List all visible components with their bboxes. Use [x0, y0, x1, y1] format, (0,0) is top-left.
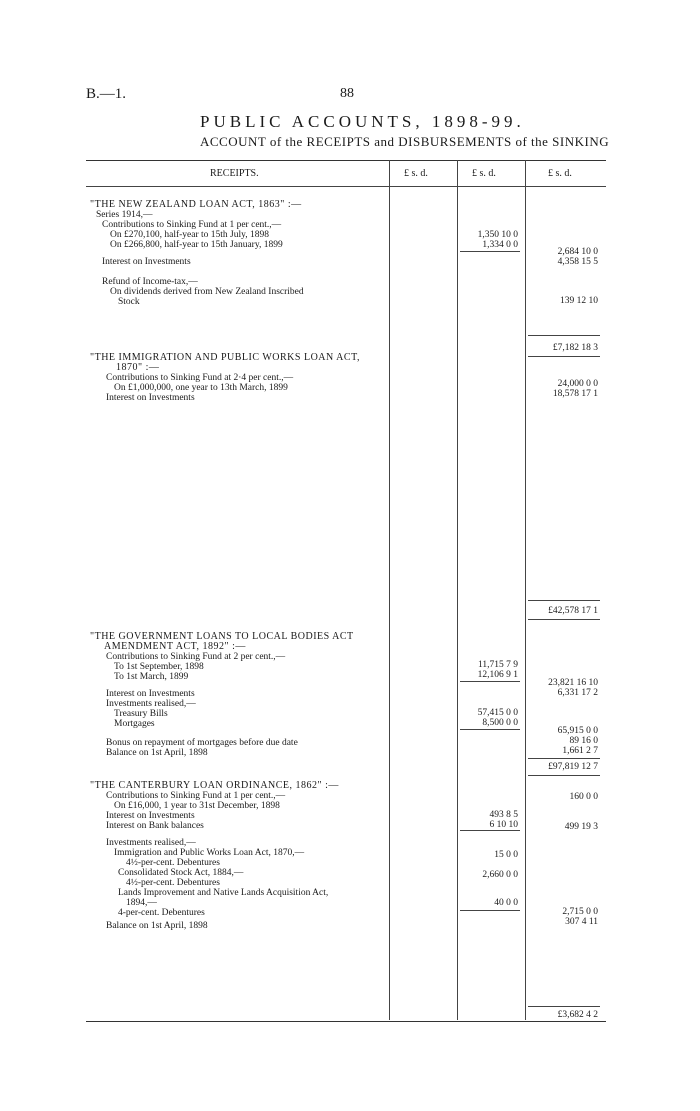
section-title-immigration: "THE IMMIGRATION AND PUBLIC WORKS LOAN ACT, — [90, 352, 360, 363]
amount: 1,350 10 0 — [477, 230, 518, 240]
line-item: 1894,— — [126, 898, 157, 908]
line-item: Interest on Investments — [106, 811, 195, 821]
section-total: £7,182 18 3 — [552, 343, 598, 353]
page-subtitle: ACCOUNT of the RECEIPTS and DISBURSEMENTS of the SINKING — [200, 134, 610, 149]
section-total: £97,819 12 7 — [548, 762, 598, 772]
column-divider — [389, 160, 390, 1020]
amount: 23,821 16 10 — [548, 678, 598, 688]
amount: 307 4 11 — [565, 917, 598, 927]
total-rule — [528, 775, 600, 776]
amount: 89 16 0 — [569, 736, 598, 746]
amount: 12,106 9 1 — [477, 670, 518, 680]
amount: 139 12 10 — [560, 296, 598, 306]
total-rule — [528, 356, 600, 357]
line-item: Contributions to Sinking Fund at 2 per cent.,— — [106, 652, 286, 662]
header-rule — [86, 186, 606, 187]
line-item: To 1st March, 1899 — [114, 672, 189, 682]
line-item: Treasury Bills — [114, 709, 168, 719]
total-rule — [528, 1006, 600, 1007]
amount: 493 8 5 — [489, 810, 518, 820]
amount: 2,660 0 0 — [482, 870, 518, 880]
section-total: £42,578 17 1 — [548, 606, 598, 616]
amount: 65,915 0 0 — [557, 726, 598, 736]
line-item: Lands Improvement and Native Lands Acquisition Act, — [118, 888, 329, 898]
sum-rule — [460, 830, 520, 831]
line-item: Refund of Income-tax,— — [102, 277, 198, 287]
sum-rule — [460, 681, 520, 682]
line-item: Immigration and Public Works Loan Act, 1870,— — [114, 848, 305, 858]
total-rule — [528, 335, 600, 336]
line-item: Balance on 1st April, 1898 — [106, 921, 208, 931]
document-reference: B.—1. — [86, 86, 127, 102]
receipts-column-header: RECEIPTS. — [210, 168, 259, 179]
line-item: Consolidated Stock Act, 1884,— — [118, 868, 244, 878]
money-column-header-3: £ s. d. — [548, 168, 572, 179]
amount: 1,661 2 7 — [562, 746, 598, 756]
line-item: Investments realised,— — [106, 838, 196, 848]
line-item: Series 1914,— — [96, 210, 153, 220]
amount: 57,415 0 0 — [477, 708, 518, 718]
line-item: Investments realised,— — [106, 699, 196, 709]
amount: 11,715 7 9 — [477, 660, 518, 670]
amount: 15 0 0 — [494, 850, 518, 860]
section-title-immigration-cont: 1870" :— — [116, 362, 160, 373]
line-item: Balance on 1st April, 1898 — [106, 748, 208, 758]
amount: 4,358 15 5 — [557, 257, 598, 267]
line-item: 4½-per-cent. Debentures — [126, 878, 220, 888]
line-item: Contributions to Sinking Fund at 1 per cent.,— — [106, 791, 286, 801]
line-item: Contributions to Sinking Fund at 1 per cent.,— — [102, 220, 282, 230]
line-item: On £16,000, 1 year to 31st December, 1898 — [114, 801, 280, 811]
money-column-header-2: £ s. d. — [472, 168, 496, 179]
line-item: Mortgages — [114, 719, 155, 729]
line-item: Interest on Investments — [106, 393, 195, 403]
section-title-canterbury: "THE CANTERBURY LOAN ORDINANCE, 1862" :— — [90, 780, 339, 791]
amount: 2,684 10 0 — [557, 247, 598, 257]
page-title: PUBLIC ACCOUNTS, 1898-99. — [200, 112, 525, 131]
sum-rule — [460, 729, 520, 730]
total-rule — [528, 758, 600, 759]
section-total: £3,682 4 2 — [557, 1010, 598, 1020]
line-item: 4-per-cent. Debentures — [118, 908, 205, 918]
amount: 18,578 17 1 — [552, 389, 598, 399]
total-rule — [528, 600, 600, 601]
amount: 6,331 17 2 — [557, 688, 598, 698]
section-title-local-bodies: "THE GOVERNMENT LOANS TO LOCAL BODIES ACT — [90, 631, 354, 642]
amount: 1,334 0 0 — [482, 240, 518, 250]
line-item: Interest on Investments — [106, 689, 195, 699]
line-item: Interest on Investments — [102, 257, 191, 267]
column-divider — [525, 160, 526, 1020]
amount: 40 0 0 — [494, 898, 518, 908]
line-item: On dividends derived from New Zealand Inscribed — [110, 287, 304, 297]
line-item: 4½-per-cent. Debentures — [126, 858, 220, 868]
total-rule — [528, 619, 600, 620]
line-item: To 1st September, 1898 — [114, 662, 204, 672]
page-number: 88 — [340, 86, 354, 101]
money-column-header-1: £ s. d. — [404, 168, 428, 179]
line-item: Interest on Bank balances — [106, 821, 204, 831]
amount: 24,000 0 0 — [557, 379, 598, 389]
amount: 6 10 10 — [489, 820, 518, 830]
line-item: On £1,000,000, one year to 13th March, 1899 — [114, 383, 288, 393]
column-divider — [457, 160, 458, 1020]
sum-rule — [460, 910, 520, 911]
line-item: Bonus on repayment of mortgages before due date — [106, 738, 298, 748]
amount: 2,715 0 0 — [562, 907, 598, 917]
line-item: Stock — [118, 297, 140, 307]
amount: 499 19 3 — [564, 822, 598, 832]
section-title-nz-loan: "THE NEW ZEALAND LOAN ACT, 1863" :— — [90, 199, 302, 210]
section-title-local-bodies-cont: AMENDMENT ACT, 1892" :— — [104, 641, 246, 652]
amount: 160 0 0 — [569, 792, 598, 802]
amount: 8,500 0 0 — [482, 718, 518, 728]
sum-rule — [460, 251, 520, 252]
line-item: On £266,800, half-year to 15th January, 1899 — [110, 240, 283, 250]
line-item: Contributions to Sinking Fund at 2·4 per cent.,— — [106, 373, 294, 383]
line-item: On £270,100, half-year to 15th July, 1898 — [110, 230, 270, 240]
